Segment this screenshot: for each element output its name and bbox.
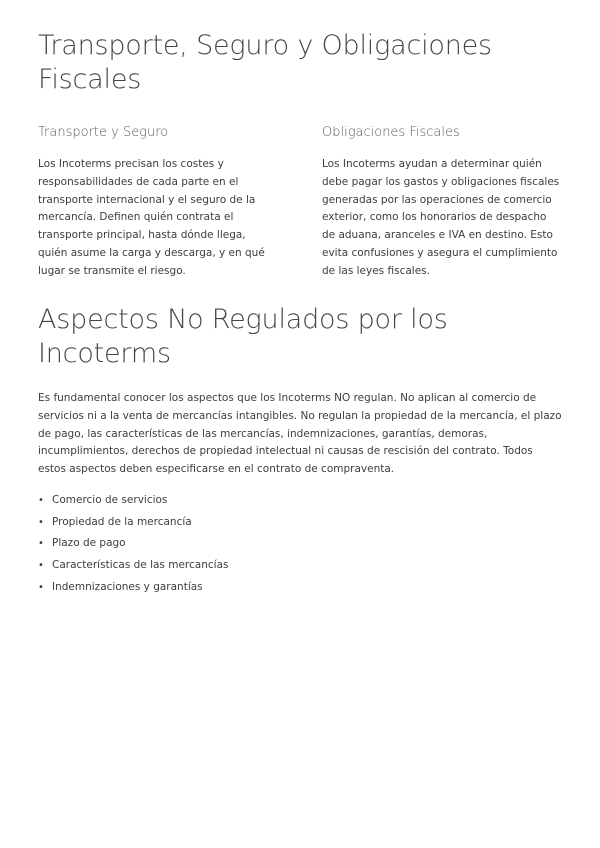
column-body-transport-insurance: Los Incoterms precisan los costes y responsabilidades de cada parte en el transporte internacional y el seguro de la mercancía. Definen quién contrata el transporte principal, hasta dónde llega, quién asume la carga y descarga, y en qué lugar se transmite el riesgo. xyxy=(38,158,265,277)
list-item xyxy=(38,577,538,599)
list-item-label: Propiedad de la mercancía xyxy=(52,515,192,528)
column-fiscal-obligations xyxy=(322,124,562,281)
column-body-fiscal-obligations: Los Incoterms ayudan a determinar quién debe pagar los gastos y obligaciones fiscales generadas por las operaciones de comercio exterior, como los honorarios de despacho de aduana, aranceles e IVA en destino. Esto evita confusiones y asegura el cumplimiento de las leyes fiscales. xyxy=(322,158,560,277)
list-item xyxy=(38,490,538,512)
list-item-label: Características de las mercancías xyxy=(52,559,229,572)
aspects-bullet-list xyxy=(38,490,538,599)
bullet-icon: • xyxy=(38,560,44,572)
bullet-icon: • xyxy=(38,495,44,506)
section-title-transport: Transporte, Seguro y Obligaciones Fiscales xyxy=(38,30,492,95)
section-title-aspects: Aspectos No Regulados por los Incoterms xyxy=(38,304,448,369)
two-column-block xyxy=(38,124,562,281)
list-item-label: Plazo de pago xyxy=(52,537,126,550)
list-item-label: Indemnizaciones y garantías xyxy=(52,580,203,593)
column-heading-transport-insurance: Transporte y Seguro xyxy=(38,125,169,140)
aspects-paragraph: Es fundamental conocer los aspectos que los Incoterms NO regulan. No aplican al comercio de servicios ni a la venta de mercancías intangibles. No regulan la propiedad de la mercancía, el plazo de pago, las características de las mercancías, indemnizaciones, garantías, demoras, incumplimientos, derechos de propiedad intelectual ni causas de rescisión del contrato. Todos estos aspectos deben especificarse en el contrato de compraventa. xyxy=(38,392,562,476)
column-heading-fiscal-obligations: Obligaciones Fiscales xyxy=(322,125,460,140)
bullet-icon: • xyxy=(38,516,44,528)
column-transport-insurance xyxy=(38,124,278,281)
bullet-icon: • xyxy=(38,581,44,593)
list-item xyxy=(38,512,538,534)
bullet-icon: • xyxy=(38,538,44,550)
list-item xyxy=(38,533,538,555)
list-item-label: Comercio de servicios xyxy=(52,494,168,506)
list-item xyxy=(38,555,538,577)
